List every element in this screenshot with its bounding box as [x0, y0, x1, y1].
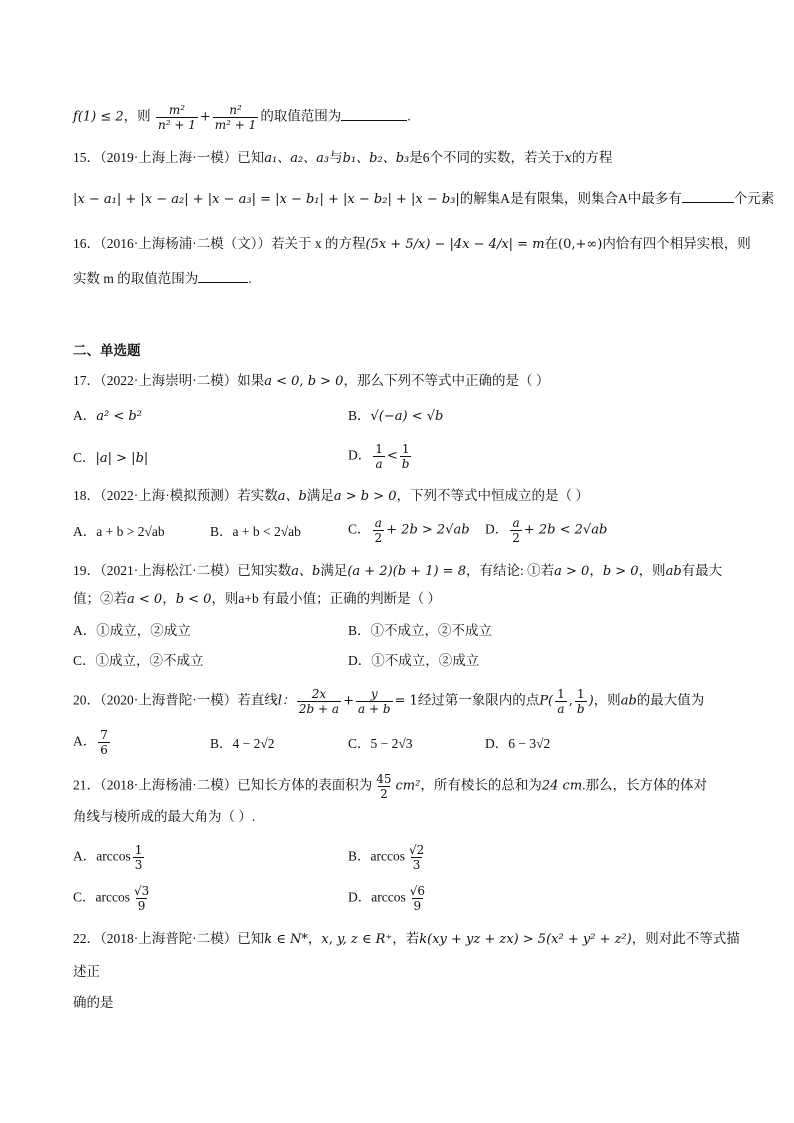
- question-18-stem: 18．（2022·上海·模拟预测）若实数a、b满足a > b > 0，下列不等式中恒成立的是（ ）: [73, 488, 589, 504]
- question-22-line3: 确的是: [73, 995, 114, 1010]
- question-19-line2: 值；②若a < 0，b < 0，则a+b 有最小值；正确的判断是（ ）: [73, 591, 442, 607]
- math-f1: f(1) ≤ 2: [73, 109, 124, 125]
- option-17-A[interactable]: A．a² < b²: [73, 408, 142, 424]
- option-21-D[interactable]: D．arccos $\frac{√6}{9}$: [348, 884, 426, 913]
- option-17-C[interactable]: C．|a| > |b|: [73, 450, 149, 466]
- question-21-line2: 角线与棱所成的最大角为（ ）.: [73, 809, 256, 824]
- fraction-2: $\frac{\text{n²}}{\text{m² + 1}}$: [214, 103, 257, 132]
- option-20-A[interactable]: A． $\frac{7}{6}$: [73, 728, 108, 757]
- option-18-C[interactable]: C． $\frac{a}{2}$ + 2b > 2√ab: [348, 516, 470, 545]
- option-21-A[interactable]: A．arccos $\frac{1}{3}$: [73, 843, 143, 872]
- option-19-B[interactable]: B．①不成立，②不成立: [348, 623, 493, 638]
- option-20-B[interactable]: B．4 − 2√2: [210, 736, 275, 751]
- answer-blank[interactable]: [341, 106, 407, 121]
- question-22-line1: 22．（2018·上海普陀·二模）已知k ∈ N*，x, y, z ∈ R⁺，若k(xy + yz + zx) > 5(x² + y² + z²)，则对此不等式描: [73, 931, 740, 947]
- option-19-A[interactable]: A．①成立，②成立: [73, 623, 191, 638]
- question-14-tail: f(1) ≤ 2，则 $\frac{\text{m²}}{\text{n² + 1}}$ + $\frac{\text{n²}}{\text{m² + 1}}$ 的取值范围为 .: [73, 103, 411, 132]
- question-22-line2: 述正: [73, 964, 100, 979]
- question-16-line2: 实数 m 的取值范围为 .: [73, 268, 734, 290]
- option-18-D[interactable]: D． $\frac{a}{2}$ + 2b < 2√ab: [485, 516, 608, 545]
- option-18-A[interactable]: A．a + b > 2√ab: [73, 524, 165, 539]
- option-19-D[interactable]: D．①不成立，②成立: [348, 653, 480, 668]
- equation: (5x + 5/x) − |4x − 4/x| = m: [365, 237, 545, 252]
- absolute-value-equation: |x − a₁| + |x − a₂| + |x − a₃| = |x − b₁| + |x − b₂| + |x − b₃|: [73, 192, 460, 207]
- option-18-B[interactable]: B．a + b < 2√ab: [210, 524, 301, 539]
- question-17-stem: 17．（2022·上海崇明·二模）如果a < 0, b > 0，那么下列不等式中正确的是（ ）: [73, 373, 550, 389]
- option-17-B[interactable]: B．√(−a) < √b: [348, 408, 444, 424]
- answer-blank[interactable]: [198, 268, 248, 283]
- option-21-B[interactable]: B．arccos $\frac{√2}{3}$: [348, 843, 425, 872]
- question-20-stem: 20．（2020·上海普陀·一模）若直线l： $\frac{2x}{2b + a}$ + $\frac{y}{a + b}$ = 1经过第一象限内的点P( $\frac{1}{a}$ , $\frac{1}{b}$ )，则ab的最大值为: [73, 687, 705, 716]
- option-20-C[interactable]: C．5 − 2√3: [348, 736, 413, 751]
- question-21-line1: 21．（2018·上海杨浦·二模）已知长方体的表面积为 $\frac{45}{2}$ cm²，所有棱长的总和为24 cm.那么，长方体的体对: [73, 772, 708, 801]
- answer-blank[interactable]: [682, 188, 734, 203]
- question-15-line2: |x − a₁| + |x − a₂| + |x − a₃| = |x − b₁| + |x − b₂| + |x − b₃|的解集A是有限集，则集合A中最多有 个元素: [73, 188, 734, 211]
- option-20-D[interactable]: D．6 − 3√2: [485, 736, 551, 751]
- fraction-1: $\frac{\text{m²}}{\text{n² + 1}}$: [158, 103, 196, 132]
- section-heading: 二、单选题: [73, 343, 141, 358]
- option-21-C[interactable]: C．arccos $\frac{√3}{9}$: [73, 884, 150, 913]
- question-15-line1: 15．（2019·上海上海·一模）已知a₁、a₂、a₃与b₁、b₂、b₃是6个不同的实数，若关于x的方程: [73, 150, 613, 166]
- option-17-D[interactable]: D． $\frac{1}{a}$ < $\frac{1}{b}$: [348, 442, 410, 471]
- option-19-C[interactable]: C．①成立，②不成立: [73, 653, 204, 668]
- question-16-line1: 16．（2016·上海杨浦·二模（文））若关于 x 的方程(5x + 5/x) − |4x − 4/x| = m在(0,+∞)内恰有四个相异实根，则: [73, 236, 751, 252]
- question-19-line1: 19．（2021·上海松江·二模）已知实数a、b满足(a + 2)(b + 1) = 8，有结论: ①若a > 0，b > 0，则ab有最大: [73, 563, 723, 579]
